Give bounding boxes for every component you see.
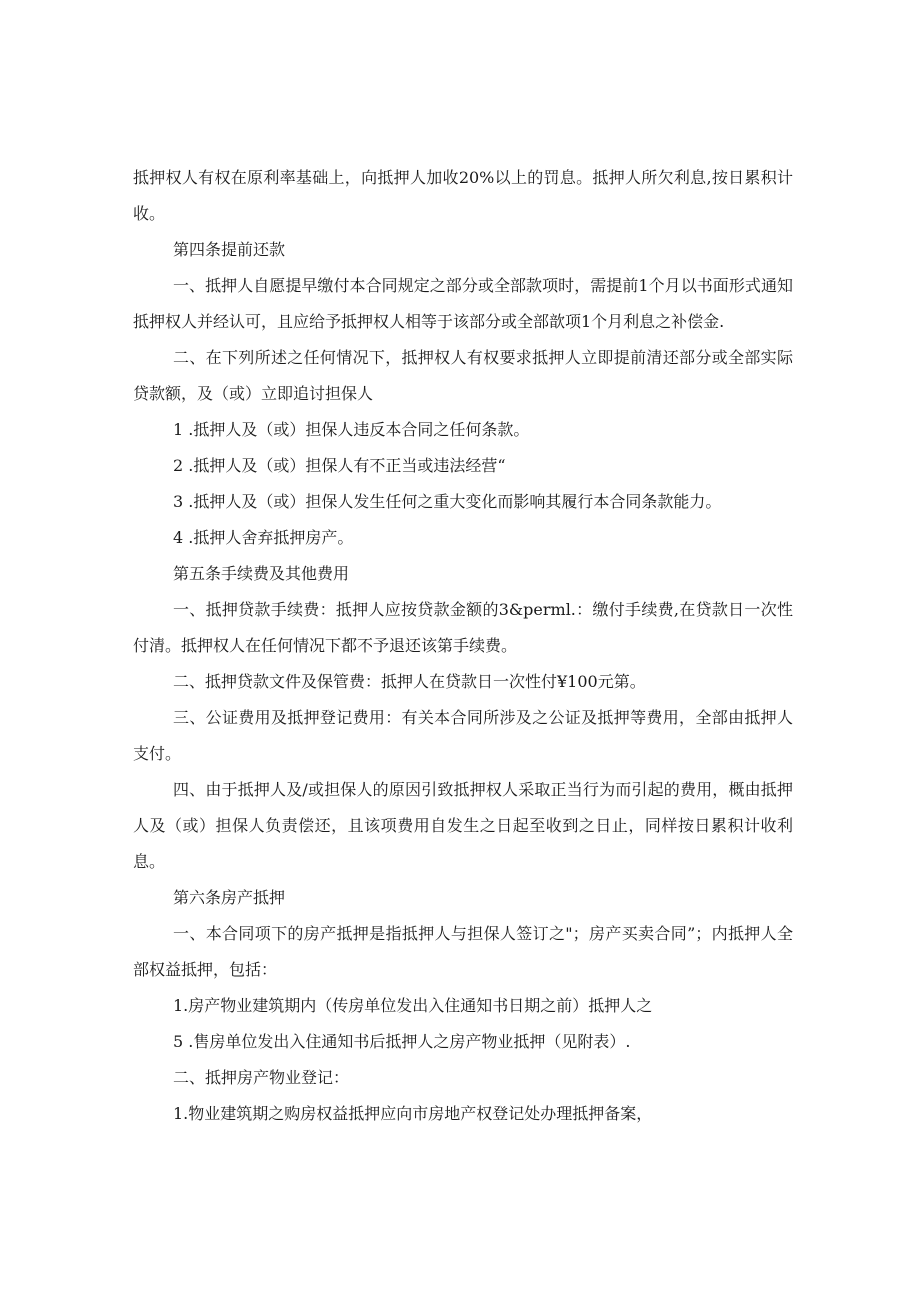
list-item-3: 3 .抵押人及（或）担保人发生任何之重大变化而影响其履行本合同条款能力。 — [173, 492, 722, 511]
list-item-4: 4 .抵押人舍弃抵押房产。 — [173, 528, 354, 547]
article-5-heading: 第五条手续费及其他费用 — [173, 564, 350, 583]
paragraph-3: 一、抵押人自愿提早缴付本合同规定之部分或全部款项时，需提前1个月以书面形式通知抵押权人并经认可，且应给予抵押权人相等于该部分或全部歆项1个月利息之补偿金. — [133, 276, 793, 331]
article-6-heading: 第六条房产抵押 — [173, 888, 286, 907]
list-item-1: 1 .抵押人及（或）担保人违反本合同之任何条款。 — [173, 420, 530, 439]
paragraph-10: 一、抵押贷款手续费：抵押人应按贷款金额的3&perml.：缴付手续费,在贷款日一次性付清。抵押权人在任何情况下都不予退还该第手续费。 — [133, 600, 793, 655]
paragraph-1: 抵押权人有权在原利率基础上，向抵押人加收20%以上的罚息。抵押人所欠利息,按日累积计收。 — [133, 168, 793, 223]
list-item-2: 2 .抵押人及（或）担保人有不正当或违法经营“ — [173, 456, 506, 475]
paragraph-11: 二、抵押贷款文件及保管费：抵押人在贷款日一次性付¥100元第。 — [173, 672, 646, 691]
list-item-7: 1.物业建筑期之购房权益抵押应向市房地产权登记处办理抵押备案， — [173, 1104, 653, 1123]
paragraph-4: 二、在下列所述之任何情况下，抵押权人有权要求抵押人立即提前清还部分或全部实际贷款额，及（或）立即追讨担保人 — [133, 348, 793, 403]
paragraph-15: 一、本合同项下的房产抵押是指抵押人与担保人签订之"；房产买卖合同”；内抵押人全部权益抵押，包括： — [133, 924, 793, 979]
article-4-heading: 第四条提前还款 — [173, 240, 286, 259]
paragraph-18: 二、抵押房产物业登记： — [173, 1068, 350, 1087]
document-body — [133, 160, 793, 1132]
list-item-6: 5 .售房单位发出入住通知书后抵押人之房产物业抵押（见附表）. — [173, 1032, 631, 1051]
paragraph-13: 四、由于抵押人及/或担保人的原因引致抵押权人采取正当行为而引起的费用，概由抵押人及（或）担保人负责偿还，且该项费用自发生之日起至收到之日止，同样按日累积计收利息。 — [133, 780, 793, 871]
paragraph-12: 三、公证费用及抵押登记费用：有关本合同所涉及之公证及抵押等费用，全部由抵押人支付。 — [133, 708, 793, 763]
list-item-5: 1.房产物业建筑期内（传房单位发出入住通知书日期之前）抵押人之 — [173, 996, 653, 1015]
